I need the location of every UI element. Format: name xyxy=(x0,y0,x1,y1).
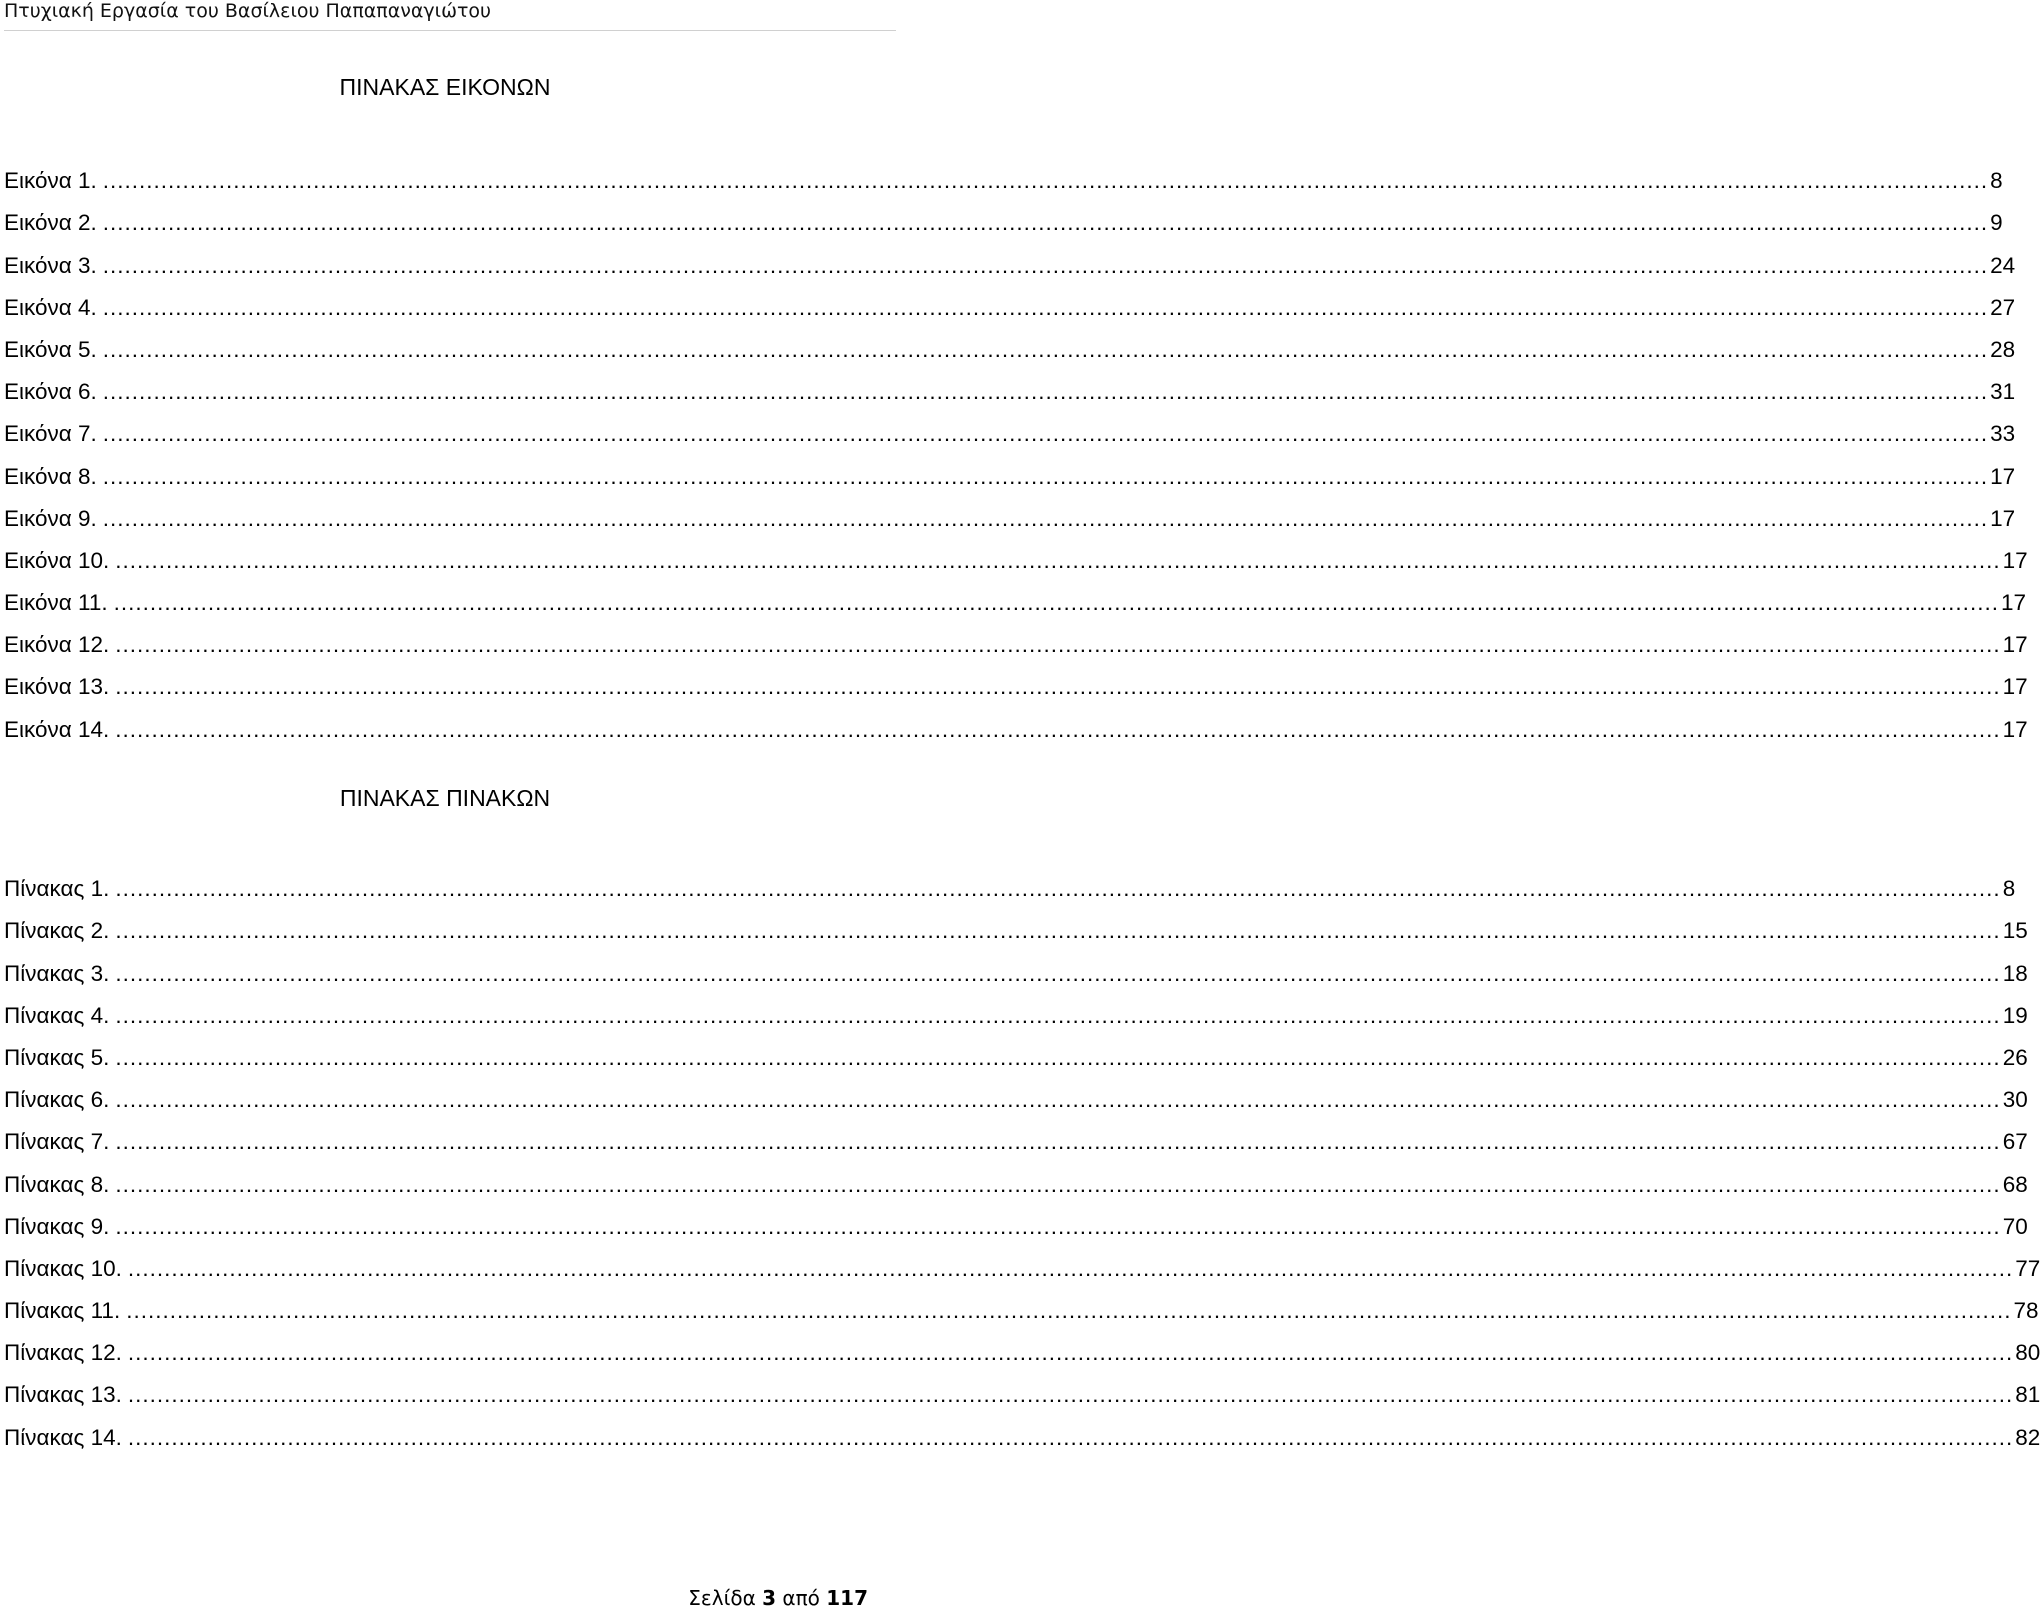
toc-entry-label: Πίνακας 4. xyxy=(4,1002,110,1028)
toc-entry[interactable] xyxy=(4,860,2016,902)
toc-entry-label: Εικόνα 4. xyxy=(4,294,97,320)
toc-entry-page-number: 8 xyxy=(1990,168,2003,194)
toc-entry[interactable] xyxy=(4,658,2028,700)
toc-entry-label: Εικόνα 5. xyxy=(4,336,97,362)
toc-entry[interactable] xyxy=(4,405,2016,447)
toc-entry[interactable] xyxy=(4,1198,2028,1240)
page-header xyxy=(4,0,896,31)
dot-leader: .................................................................................................................................................................................................................................................................... xyxy=(115,1213,2001,1239)
toc-entry[interactable] xyxy=(4,902,2028,944)
dot-leader: .................................................................................................................................................................................................................................................................... xyxy=(115,1002,2001,1028)
toc-entry-label: Πίνακας 8. xyxy=(4,1171,110,1197)
footer-current-page: 3 xyxy=(762,1586,777,1610)
dot-leader: .................................................................................................................................................................................................................................................................... xyxy=(115,1087,2001,1113)
figures-list-title: ΠΙΝΑΚΑΣ ΕΙΚΟΝΩΝ xyxy=(339,74,551,100)
dot-leader: .................................................................................................................................................................................................................................................................... xyxy=(115,632,2001,658)
toc-entry-page-number: 78 xyxy=(2013,1298,2039,1324)
toc-entry-page-number: 82 xyxy=(2015,1424,2040,1450)
toc-entry-page-number: 81 xyxy=(2015,1382,2040,1408)
toc-entry-label: Εικόνα 6. xyxy=(4,379,97,405)
dot-leader: .................................................................................................................................................................................................................................................................... xyxy=(115,716,2001,742)
dot-leader: .................................................................................................................................................................................................................................................................... xyxy=(115,547,2001,573)
toc-entry-page-number: 15 xyxy=(2002,918,2028,944)
toc-entry[interactable] xyxy=(4,363,2016,405)
dot-leader: .................................................................................................................................................................................................................................................................... xyxy=(102,294,1989,320)
dot-leader: .................................................................................................................................................................................................................................................................... xyxy=(115,918,2001,944)
toc-entry-label: Πίνακας 13. xyxy=(4,1382,122,1408)
footer-prefix: Σελίδα xyxy=(688,1586,756,1610)
dot-leader: .................................................................................................................................................................................................................................................................... xyxy=(102,168,1989,194)
toc-entry-label: Εικόνα 14. xyxy=(4,716,110,742)
dot-leader: .................................................................................................................................................................................................................................................................... xyxy=(115,876,2001,902)
tables-list-title: ΠΙΝΑΚΑΣ ΠΙΝΑΚΩΝ xyxy=(339,785,551,811)
toc-entry-label: Εικόνα 9. xyxy=(4,505,97,531)
dot-leader: .................................................................................................................................................................................................................................................................... xyxy=(102,421,1989,447)
toc-entry-page-number: 26 xyxy=(2002,1044,2028,1070)
toc-entry[interactable] xyxy=(4,1408,2040,1450)
toc-entry-label: Πίνακας 3. xyxy=(4,960,110,986)
toc-entry-label: Πίνακας 6. xyxy=(4,1087,110,1113)
toc-entry[interactable] xyxy=(4,1155,2028,1197)
toc-entry[interactable] xyxy=(4,944,2028,986)
toc-entry-page-number: 70 xyxy=(2002,1213,2028,1239)
dot-leader: .................................................................................................................................................................................................................................................................... xyxy=(102,379,1989,405)
toc-entry-page-number: 17 xyxy=(1990,463,2016,489)
toc-entry-page-number: 9 xyxy=(1990,210,2003,236)
toc-entry-page-number: 19 xyxy=(2002,1002,2028,1028)
dot-leader: .................................................................................................................................................................................................................................................................... xyxy=(115,960,2001,986)
toc-entry[interactable] xyxy=(4,194,2003,236)
toc-entry[interactable] xyxy=(4,574,2026,616)
toc-entry[interactable] xyxy=(4,321,2016,363)
tables-list xyxy=(4,860,2040,1451)
toc-entry-label: Πίνακας 11. xyxy=(4,1298,121,1324)
toc-entry[interactable] xyxy=(4,616,2028,658)
dot-leader: .................................................................................................................................................................................................................................................................... xyxy=(102,505,1989,531)
toc-entry-page-number: 80 xyxy=(2015,1340,2040,1366)
toc-entry-label: Εικόνα 3. xyxy=(4,252,97,278)
toc-entry[interactable] xyxy=(4,1366,2040,1408)
dot-leader: .................................................................................................................................................................................................................................................................... xyxy=(127,1340,2014,1366)
toc-entry-page-number: 8 xyxy=(2002,876,2016,902)
footer-separator: από xyxy=(782,1586,820,1610)
toc-entry[interactable] xyxy=(4,279,2016,321)
toc-entry-page-number: 24 xyxy=(1990,252,2016,278)
toc-entry[interactable] xyxy=(4,236,2016,278)
toc-entry-page-number: 28 xyxy=(1990,336,2016,362)
toc-entry-page-number: 67 xyxy=(2002,1129,2028,1155)
dot-leader: .................................................................................................................................................................................................................................................................... xyxy=(127,1424,2014,1450)
dot-leader: .................................................................................................................................................................................................................................................................... xyxy=(102,252,1989,278)
dot-leader: .................................................................................................................................................................................................................................................................... xyxy=(115,674,2001,700)
toc-entry-page-number: 27 xyxy=(1990,294,2016,320)
toc-entry-label: Πίνακας 7. xyxy=(4,1129,110,1155)
toc-entry-page-number: 77 xyxy=(2015,1255,2040,1281)
dot-leader: .................................................................................................................................................................................................................................................................... xyxy=(102,463,1989,489)
header-text: Πτυχιακή Εργασία του Βασίλειου Παπαπαναγιώτου xyxy=(4,0,492,22)
dot-leader: .................................................................................................................................................................................................................................................................... xyxy=(102,210,1989,236)
toc-entry-page-number: 17 xyxy=(2002,716,2028,742)
toc-entry-page-number: 30 xyxy=(2002,1087,2028,1113)
figures-list xyxy=(4,152,2028,743)
toc-entry-label: Πίνακας 10. xyxy=(4,1255,122,1281)
toc-entry-label: Εικόνα 12. xyxy=(4,632,110,658)
dot-leader: .................................................................................................................................................................................................................................................................... xyxy=(126,1298,2012,1324)
toc-entry-label: Εικόνα 11. xyxy=(4,590,108,616)
toc-entry-page-number: 31 xyxy=(1990,379,2016,405)
toc-entry-page-number: 17 xyxy=(2000,590,2026,616)
toc-entry-label: Εικόνα 13. xyxy=(4,674,110,700)
toc-entry-label: Πίνακας 5. xyxy=(4,1044,110,1070)
dot-leader: .................................................................................................................................................................................................................................................................... xyxy=(115,1044,2001,1070)
toc-entry-page-number: 68 xyxy=(2002,1171,2028,1197)
toc-entry[interactable] xyxy=(4,490,2016,532)
toc-entry-label: Πίνακας 9. xyxy=(4,1213,110,1239)
toc-entry-label: Εικόνα 1. xyxy=(4,168,97,194)
toc-entry-label: Πίνακας 14. xyxy=(4,1424,122,1450)
toc-entry-page-number: 17 xyxy=(2002,674,2028,700)
toc-entry-label: Πίνακας 2. xyxy=(4,918,110,944)
toc-entry-page-number: 18 xyxy=(2002,960,2028,986)
footer-total-pages: 117 xyxy=(826,1586,868,1610)
toc-entry[interactable] xyxy=(4,1240,2040,1282)
dot-leader: .................................................................................................................................................................................................................................................................... xyxy=(113,590,1999,616)
dot-leader: .................................................................................................................................................................................................................................................................... xyxy=(102,336,1989,362)
dot-leader: .................................................................................................................................................................................................................................................................... xyxy=(115,1171,2001,1197)
toc-entry-label: Εικόνα 8. xyxy=(4,463,97,489)
toc-entry[interactable] xyxy=(4,1282,2039,1324)
toc-entry-label: Εικόνα 2. xyxy=(4,210,97,236)
toc-entry[interactable] xyxy=(4,700,2028,742)
toc-entry-label: Πίνακας 1. xyxy=(4,876,110,902)
page-footer xyxy=(688,1586,868,1610)
toc-entry[interactable] xyxy=(4,532,2028,574)
toc-entry[interactable] xyxy=(4,152,2003,194)
toc-entry-label: Εικόνα 7. xyxy=(4,421,97,447)
dot-leader: .................................................................................................................................................................................................................................................................... xyxy=(127,1382,2014,1408)
toc-entry[interactable] xyxy=(4,447,2016,489)
toc-entry-page-number: 17 xyxy=(2002,547,2028,573)
dot-leader: .................................................................................................................................................................................................................................................................... xyxy=(127,1255,2014,1281)
toc-entry[interactable] xyxy=(4,1113,2028,1155)
toc-entry[interactable] xyxy=(4,1029,2028,1071)
toc-entry-label: Εικόνα 10. xyxy=(4,547,110,573)
dot-leader: .................................................................................................................................................................................................................................................................... xyxy=(115,1129,2001,1155)
toc-entry-page-number: 33 xyxy=(1990,421,2016,447)
toc-entry[interactable] xyxy=(4,1071,2028,1113)
toc-entry-page-number: 17 xyxy=(1990,505,2016,531)
toc-entry-page-number: 17 xyxy=(2002,632,2028,658)
toc-entry[interactable] xyxy=(4,987,2028,1029)
toc-entry-label: Πίνακας 12. xyxy=(4,1340,122,1366)
toc-entry[interactable] xyxy=(4,1324,2040,1366)
